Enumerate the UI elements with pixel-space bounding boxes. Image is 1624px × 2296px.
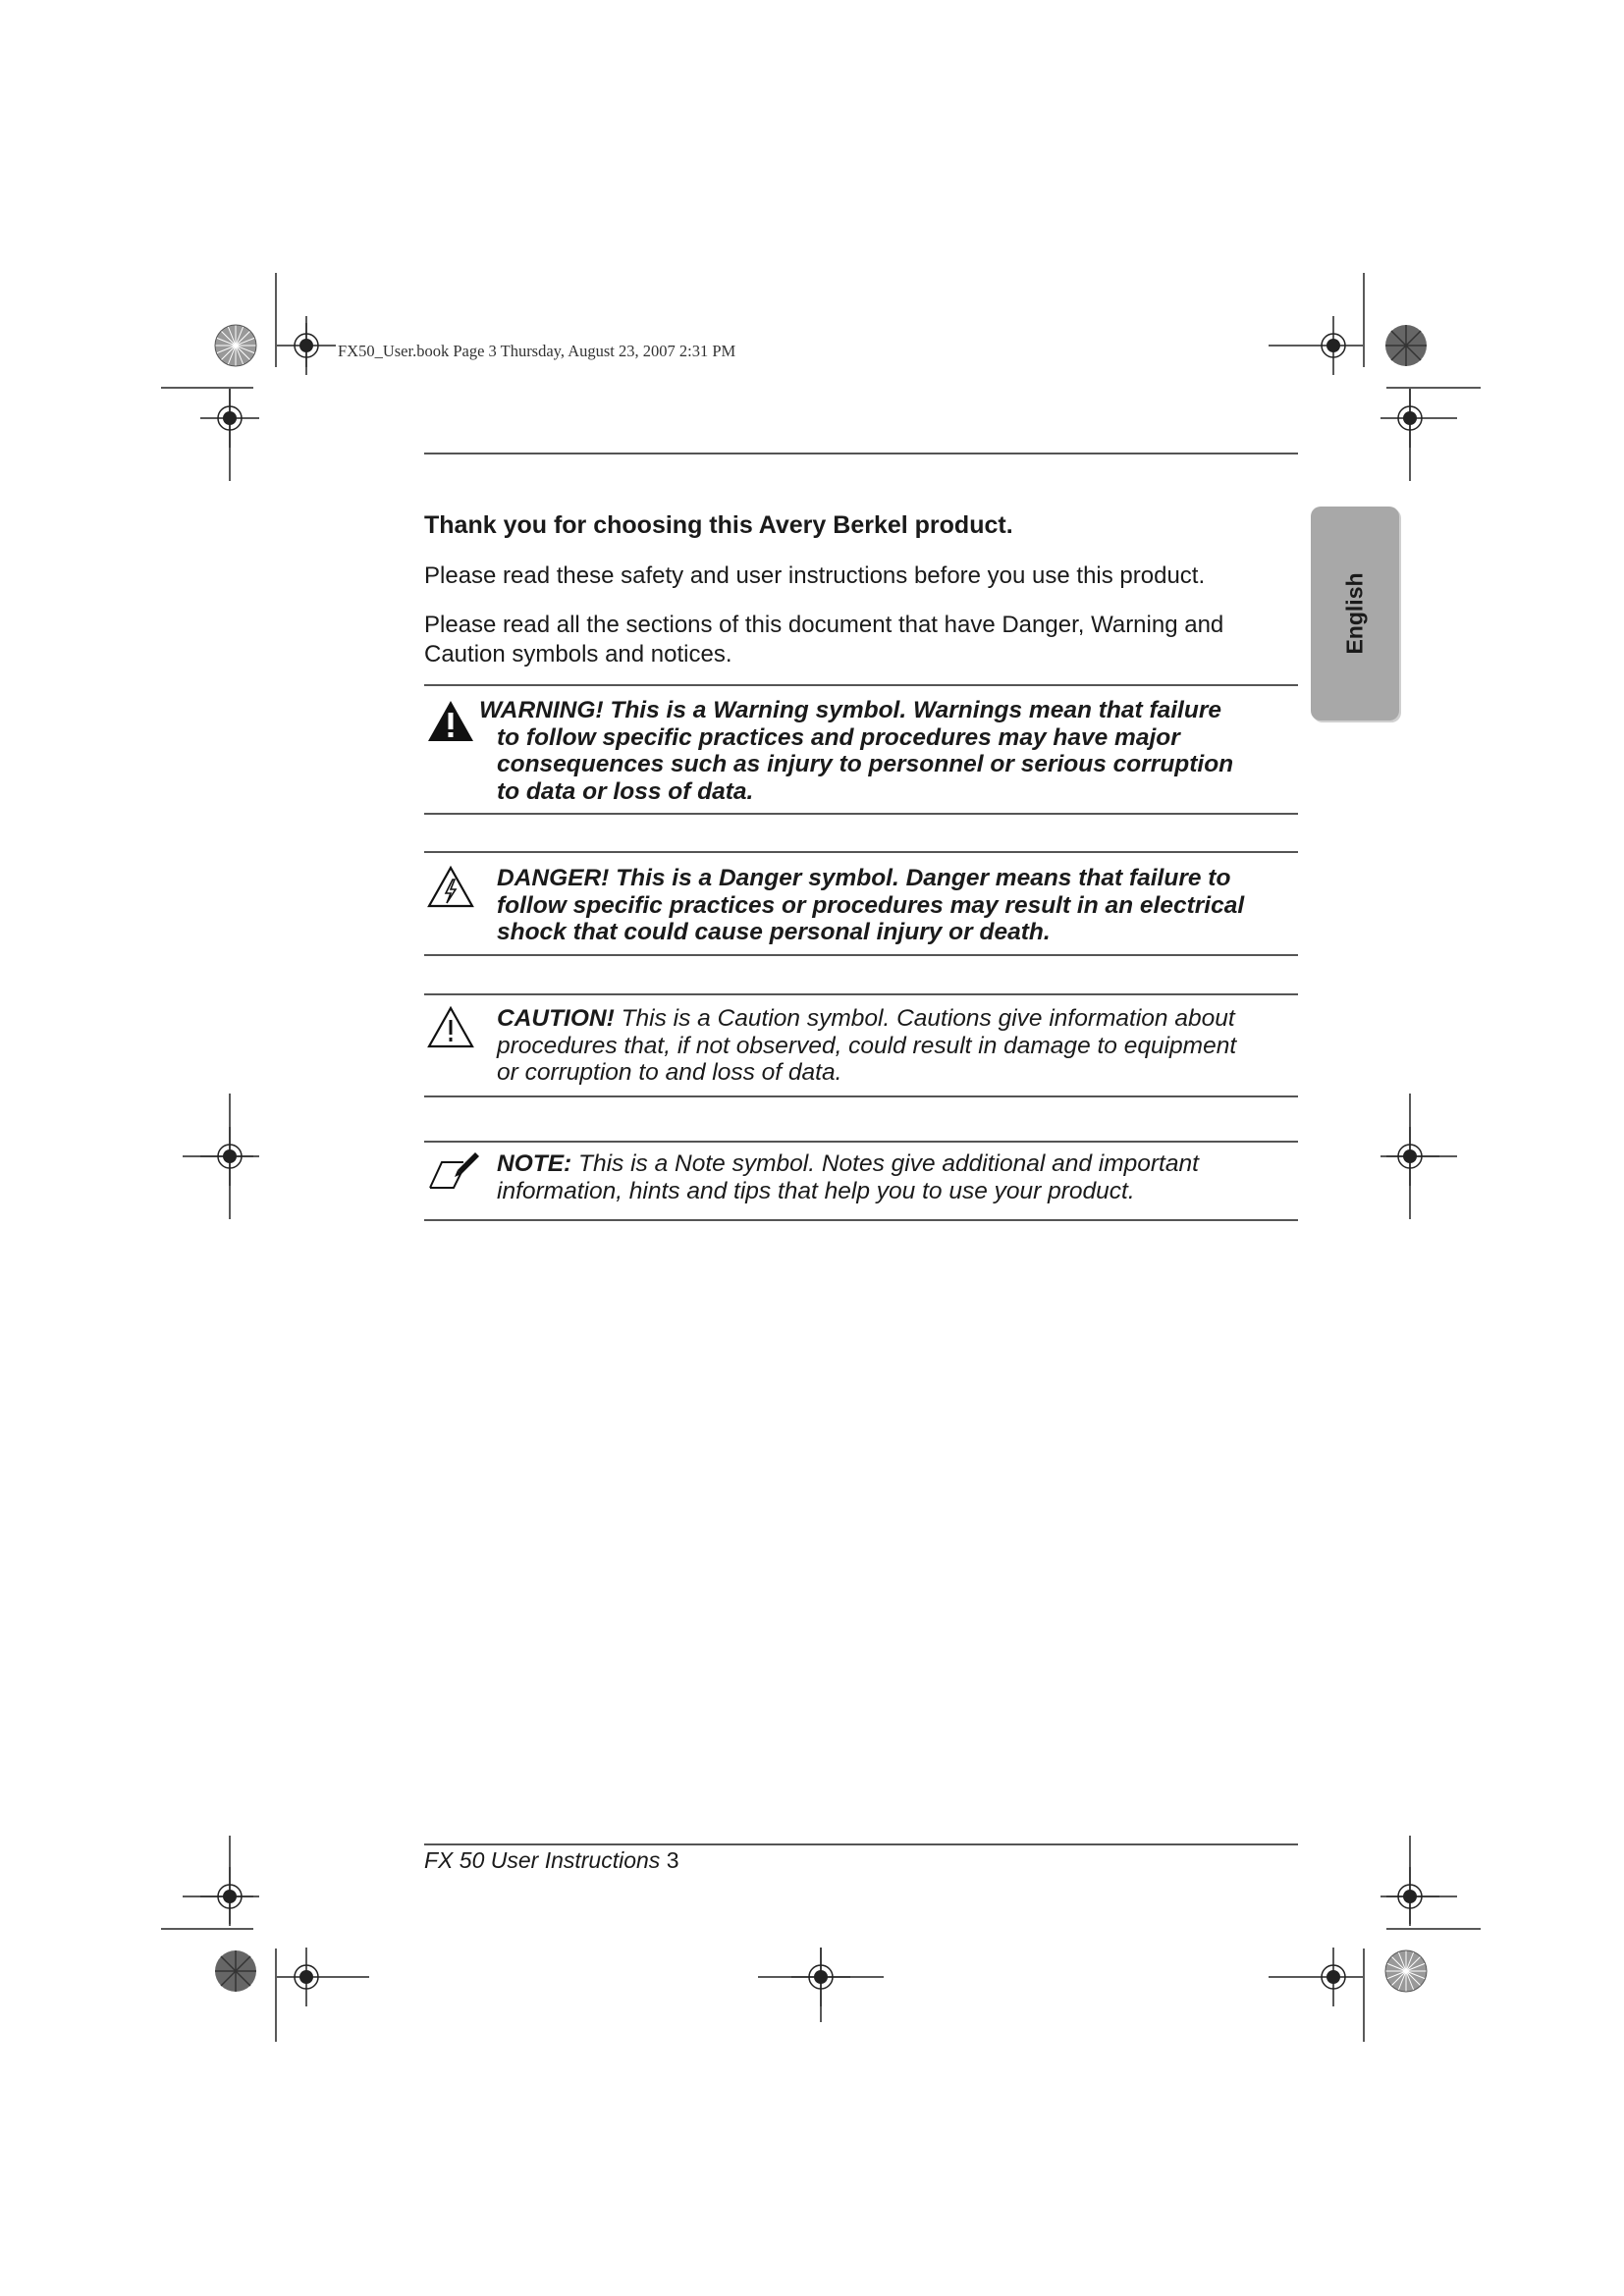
caution-line (497, 1005, 1298, 1033)
warning-top-rule (424, 684, 1298, 686)
caution-notice (424, 1005, 1298, 1094)
danger-text (497, 865, 1298, 946)
note-top-rule (424, 1141, 1298, 1143)
warning-line: consequences such as injury to personnel or serious corruption (497, 751, 1234, 777)
danger-bottom-rule (424, 954, 1298, 956)
warning-bottom-rule (424, 813, 1298, 815)
note-text (497, 1150, 1298, 1204)
language-tab-label: English (1341, 572, 1368, 655)
warning-line: to follow specific practices and procedures may have major (497, 723, 1180, 751)
warning-line: WARNING! This is a Warning symbol. Warnings mean that failure (479, 697, 1221, 723)
danger-notice (424, 865, 1298, 953)
page-footer (424, 1847, 679, 1874)
warning-text (479, 697, 1298, 805)
danger-line: follow specific practices or procedures may result in an electrical (497, 891, 1245, 919)
caution-line: or corruption to and loss of data. (497, 1059, 842, 1086)
symbols-paragraph: Please read all the sections of this document that have Danger, Warning and Caution symbols and notices. (424, 612, 1224, 667)
electrical-hazard-icon (426, 865, 475, 909)
danger-line: DANGER! This is a Danger symbol. Danger means that failure to (497, 865, 1231, 891)
page-heading: Thank you for choosing this Avery Berkel product. (424, 511, 1013, 539)
caution-triangle-icon (426, 1005, 475, 1049)
caution-text (497, 1005, 1298, 1087)
warning-notice (424, 697, 1298, 805)
warning-line: to data or loss of data. (497, 777, 754, 805)
warning-triangle-icon (426, 699, 475, 743)
note-line: information, hints and tips that help you to use your product. (497, 1177, 1135, 1204)
caution-line: procedures that, if not observed, could result in damage to equipment (497, 1032, 1237, 1059)
caution-bottom-rule (424, 1095, 1298, 1097)
header-rule (424, 453, 1298, 454)
caution-lead: CAUTION! (497, 1005, 615, 1032)
note-line-text: This is a Note symbol. Notes give additional and important (571, 1150, 1199, 1177)
print-slug: FX50_User.book Page 3 Thursday, August 23, 2007 2:31 PM (338, 342, 736, 360)
note-pencil-icon (424, 1150, 483, 1198)
page-number: 3 (666, 1847, 679, 1873)
caution-line-text: This is a Caution symbol. Cautions give information about (614, 1005, 1235, 1032)
note-bottom-rule (424, 1219, 1298, 1221)
footer-rule (424, 1843, 1298, 1845)
note-lead: NOTE: (497, 1150, 572, 1177)
language-tab (1311, 507, 1399, 721)
danger-top-rule (424, 851, 1298, 853)
caution-top-rule (424, 993, 1298, 995)
intro-paragraph: Please read these safety and user instructions before you use this product. (424, 562, 1206, 589)
note-line (497, 1150, 1298, 1178)
footer-title: FX 50 User Instructions (424, 1847, 661, 1873)
note-notice (424, 1150, 1298, 1219)
danger-line: shock that could cause personal injury or death. (497, 919, 1051, 945)
